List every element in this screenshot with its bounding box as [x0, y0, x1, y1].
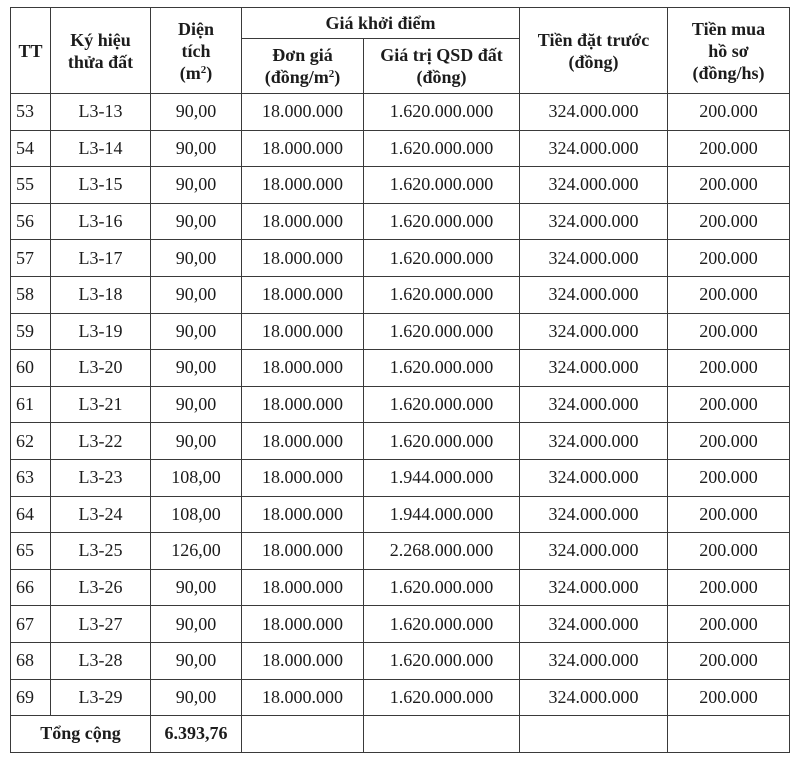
cell-tt: 59: [11, 313, 51, 350]
cell-plot-code: L3-20: [51, 350, 151, 387]
table-row: [11, 313, 790, 350]
cell-dossier-fee: 200.000: [668, 130, 790, 167]
table-row: [11, 606, 790, 643]
cell-area: 126,00: [151, 533, 242, 570]
cell-area: 90,00: [151, 276, 242, 313]
table-row: [11, 679, 790, 716]
cell-plot-code: L3-13: [51, 94, 151, 131]
cell-unit-price: 18.000.000: [242, 203, 364, 240]
table-row: [11, 533, 790, 570]
cell-tt: 63: [11, 459, 51, 496]
cell-dossier-fee: 200.000: [668, 203, 790, 240]
table-row: [11, 423, 790, 460]
cell-tt: 66: [11, 569, 51, 606]
table-row: [11, 167, 790, 204]
cell-deposit: 324.000.000: [520, 569, 668, 606]
cell-deposit: 324.000.000: [520, 313, 668, 350]
total-empty-deposit: [520, 716, 668, 753]
cell-area: 90,00: [151, 569, 242, 606]
cell-area: 90,00: [151, 350, 242, 387]
table-row: [11, 459, 790, 496]
cell-area: 90,00: [151, 167, 242, 204]
cell-deposit: 324.000.000: [520, 642, 668, 679]
total-label: Tổng cộng: [11, 716, 151, 753]
cell-plot-code: L3-22: [51, 423, 151, 460]
cell-plot-code: L3-16: [51, 203, 151, 240]
cell-land-use-value: 1.620.000.000: [364, 350, 520, 387]
cell-plot-code: L3-23: [51, 459, 151, 496]
cell-deposit: 324.000.000: [520, 203, 668, 240]
total-empty-value: [364, 716, 520, 753]
cell-tt: 64: [11, 496, 51, 533]
cell-tt: 54: [11, 130, 51, 167]
cell-unit-price: 18.000.000: [242, 276, 364, 313]
cell-dossier-fee: 200.000: [668, 94, 790, 131]
cell-plot-code: L3-29: [51, 679, 151, 716]
cell-tt: 62: [11, 423, 51, 460]
cell-plot-code: L3-25: [51, 533, 151, 570]
land-plot-price-table: [10, 7, 790, 753]
cell-deposit: 324.000.000: [520, 350, 668, 387]
cell-dossier-fee: 200.000: [668, 533, 790, 570]
land-auction-table-sheet: [10, 7, 789, 753]
cell-area: 108,00: [151, 496, 242, 533]
table-row: [11, 496, 790, 533]
cell-dossier-fee: 200.000: [668, 606, 790, 643]
cell-area: 90,00: [151, 642, 242, 679]
total-area: 6.393,76: [151, 716, 242, 753]
cell-deposit: 324.000.000: [520, 386, 668, 423]
cell-area: 90,00: [151, 606, 242, 643]
cell-plot-code: L3-14: [51, 130, 151, 167]
table-body: [11, 94, 790, 716]
total-empty-unit-price: [242, 716, 364, 753]
table-row: [11, 203, 790, 240]
cell-tt: 61: [11, 386, 51, 423]
cell-tt: 56: [11, 203, 51, 240]
cell-deposit: 324.000.000: [520, 459, 668, 496]
header-tt: TT: [11, 8, 51, 94]
header-area: Diện tích $(m^2)$: [151, 8, 242, 94]
cell-land-use-value: 1.620.000.000: [364, 569, 520, 606]
cell-dossier-fee: 200.000: [668, 167, 790, 204]
header-starting-price: Giá khởi điểm: [242, 8, 520, 39]
cell-plot-code: L3-26: [51, 569, 151, 606]
table-row: [11, 94, 790, 131]
cell-unit-price: 18.000.000: [242, 496, 364, 533]
table-row: [11, 642, 790, 679]
cell-unit-price: 18.000.000: [242, 386, 364, 423]
cell-tt: 65: [11, 533, 51, 570]
cell-deposit: 324.000.000: [520, 167, 668, 204]
cell-deposit: 324.000.000: [520, 496, 668, 533]
cell-tt: 60: [11, 350, 51, 387]
cell-deposit: 324.000.000: [520, 276, 668, 313]
header-deposit: Tiền đặt trước (đồng): [520, 8, 668, 94]
cell-unit-price: 18.000.000: [242, 569, 364, 606]
cell-area: 90,00: [151, 130, 242, 167]
cell-deposit: 324.000.000: [520, 130, 668, 167]
header-dossier-fee: Tiền mua hồ sơ (đồng/hs): [668, 8, 790, 94]
cell-unit-price: 18.000.000: [242, 642, 364, 679]
cell-dossier-fee: 200.000: [668, 350, 790, 387]
cell-land-use-value: 1.620.000.000: [364, 167, 520, 204]
cell-area: 90,00: [151, 423, 242, 460]
cell-area: 90,00: [151, 203, 242, 240]
cell-deposit: 324.000.000: [520, 679, 668, 716]
cell-land-use-value: 1.620.000.000: [364, 203, 520, 240]
cell-plot-code: L3-19: [51, 313, 151, 350]
cell-unit-price: 18.000.000: [242, 130, 364, 167]
cell-land-use-value: 1.620.000.000: [364, 606, 520, 643]
cell-land-use-value: 1.620.000.000: [364, 386, 520, 423]
table-row: [11, 240, 790, 277]
cell-tt: 55: [11, 167, 51, 204]
cell-plot-code: L3-18: [51, 276, 151, 313]
cell-dossier-fee: 200.000: [668, 423, 790, 460]
table-row: [11, 350, 790, 387]
cell-deposit: 324.000.000: [520, 94, 668, 131]
cell-dossier-fee: 200.000: [668, 642, 790, 679]
cell-plot-code: L3-21: [51, 386, 151, 423]
cell-tt: 58: [11, 276, 51, 313]
cell-tt: 53: [11, 94, 51, 131]
table-row: [11, 276, 790, 313]
cell-plot-code: L3-24: [51, 496, 151, 533]
cell-tt: 68: [11, 642, 51, 679]
cell-deposit: 324.000.000: [520, 606, 668, 643]
cell-dossier-fee: 200.000: [668, 496, 790, 533]
cell-plot-code: L3-17: [51, 240, 151, 277]
cell-land-use-value: 2.268.000.000: [364, 533, 520, 570]
cell-area: 90,00: [151, 240, 242, 277]
cell-land-use-value: 1.620.000.000: [364, 240, 520, 277]
cell-deposit: 324.000.000: [520, 423, 668, 460]
cell-plot-code: L3-28: [51, 642, 151, 679]
header-land-use-value: Giá trị QSD đất (đồng): [364, 39, 520, 94]
cell-deposit: 324.000.000: [520, 240, 668, 277]
cell-area: 90,00: [151, 679, 242, 716]
cell-dossier-fee: 200.000: [668, 386, 790, 423]
cell-plot-code: L3-27: [51, 606, 151, 643]
cell-tt: 67: [11, 606, 51, 643]
cell-land-use-value: 1.620.000.000: [364, 679, 520, 716]
header-unit-price: Đơn giá $(đồng/m^2)$: [242, 39, 364, 94]
cell-land-use-value: 1.944.000.000: [364, 496, 520, 533]
cell-tt: 69: [11, 679, 51, 716]
cell-unit-price: 18.000.000: [242, 240, 364, 277]
header-plot-code: Ký hiệu thửa đất: [51, 8, 151, 94]
cell-unit-price: 18.000.000: [242, 423, 364, 460]
cell-land-use-value: 1.620.000.000: [364, 423, 520, 460]
cell-area: 90,00: [151, 313, 242, 350]
table-row: [11, 569, 790, 606]
cell-unit-price: 18.000.000: [242, 167, 364, 204]
total-empty-fee: [668, 716, 790, 753]
cell-dossier-fee: 200.000: [668, 276, 790, 313]
cell-dossier-fee: 200.000: [668, 679, 790, 716]
cell-land-use-value: 1.620.000.000: [364, 94, 520, 131]
cell-land-use-value: 1.620.000.000: [364, 130, 520, 167]
cell-dossier-fee: 200.000: [668, 313, 790, 350]
cell-unit-price: 18.000.000: [242, 459, 364, 496]
cell-land-use-value: 1.620.000.000: [364, 313, 520, 350]
cell-land-use-value: 1.620.000.000: [364, 642, 520, 679]
cell-unit-price: 18.000.000: [242, 533, 364, 570]
cell-area: 108,00: [151, 459, 242, 496]
cell-area: 90,00: [151, 94, 242, 131]
cell-plot-code: L3-15: [51, 167, 151, 204]
cell-unit-price: 18.000.000: [242, 313, 364, 350]
cell-deposit: 324.000.000: [520, 533, 668, 570]
cell-land-use-value: 1.620.000.000: [364, 276, 520, 313]
cell-dossier-fee: 200.000: [668, 240, 790, 277]
cell-dossier-fee: 200.000: [668, 459, 790, 496]
cell-unit-price: 18.000.000: [242, 679, 364, 716]
cell-dossier-fee: 200.000: [668, 569, 790, 606]
header-row-top: [11, 8, 790, 39]
cell-unit-price: 18.000.000: [242, 94, 364, 131]
cell-unit-price: 18.000.000: [242, 350, 364, 387]
cell-unit-price: 18.000.000: [242, 606, 364, 643]
table-row: [11, 130, 790, 167]
table-row: [11, 386, 790, 423]
cell-land-use-value: 1.944.000.000: [364, 459, 520, 496]
total-row: [11, 716, 790, 753]
cell-area: 90,00: [151, 386, 242, 423]
cell-tt: 57: [11, 240, 51, 277]
